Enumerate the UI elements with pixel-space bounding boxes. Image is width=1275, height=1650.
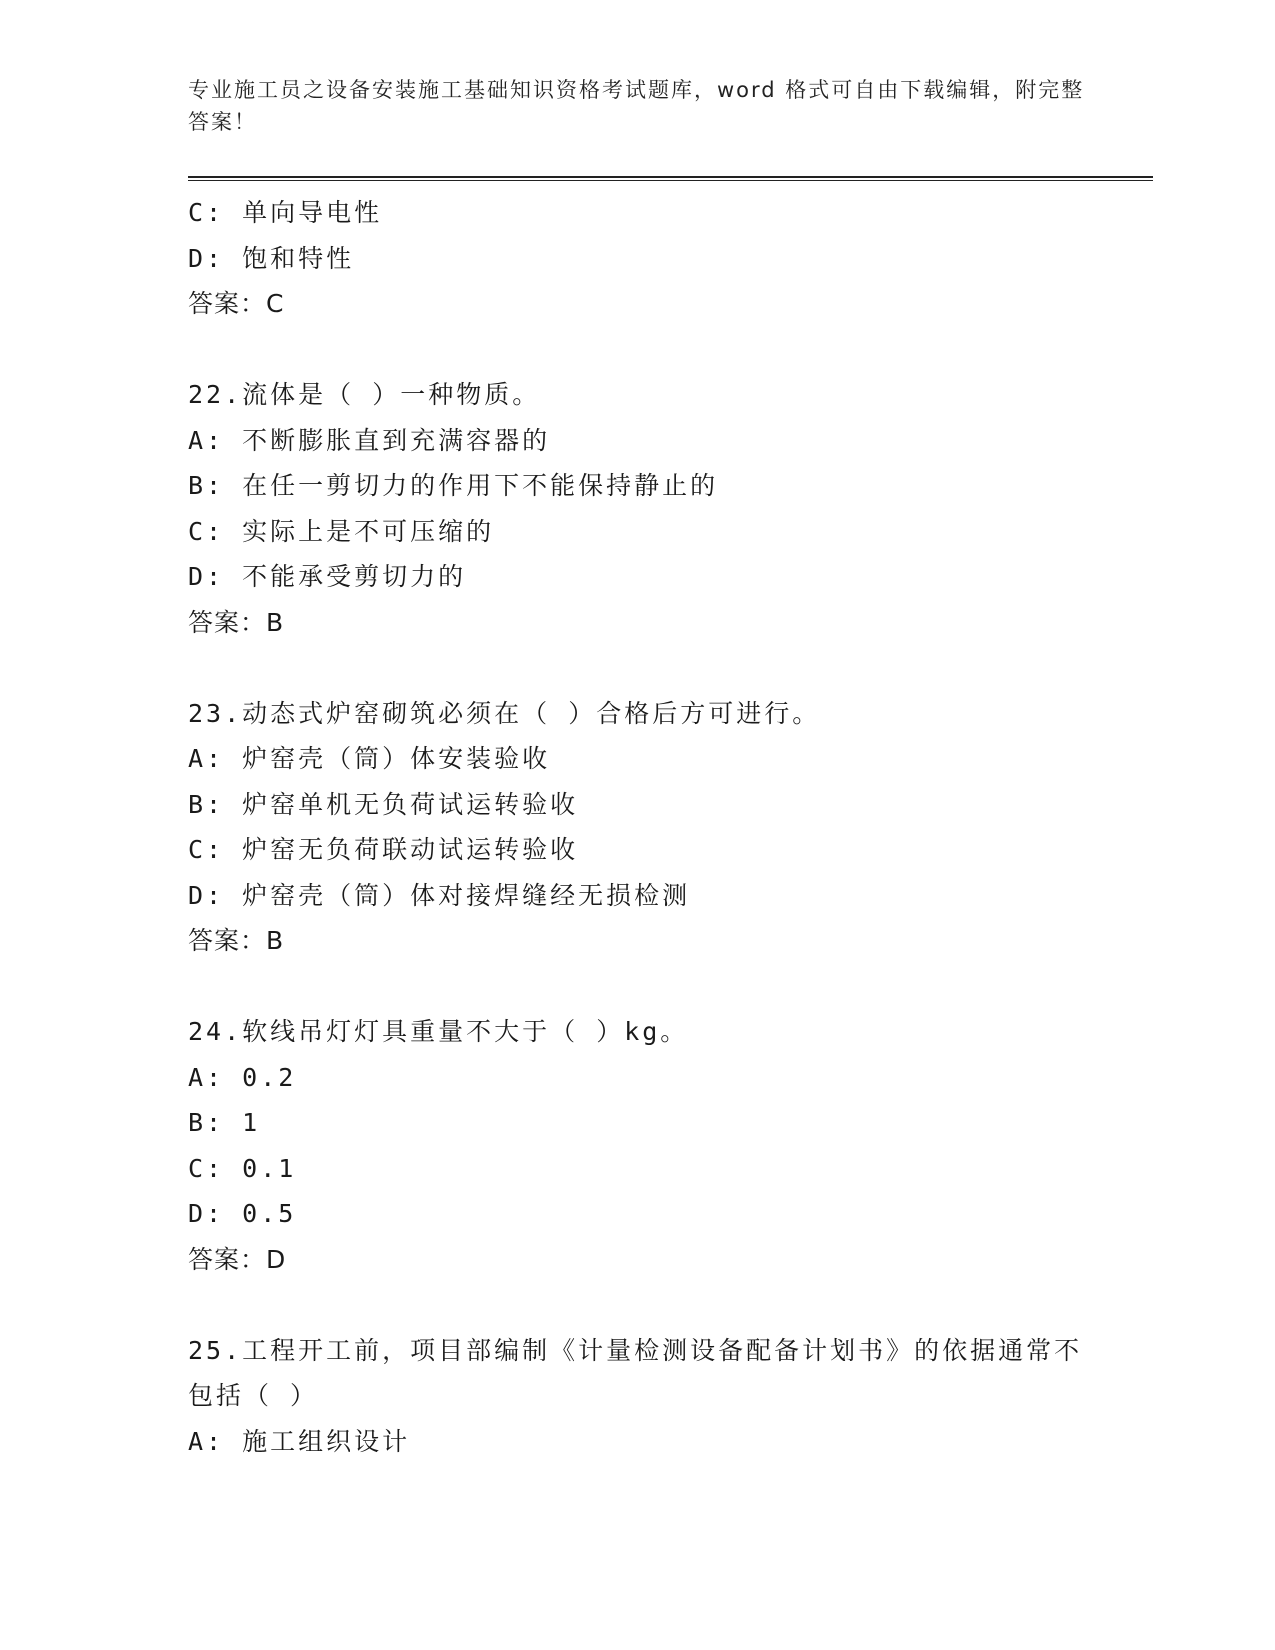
- question-25-text: 25.工程开工前，项目部编制《计量检测设备配备计划书》的依据通常不包括（ ）: [188, 1335, 1083, 1410]
- spacer: [188, 964, 1108, 1010]
- option-a: A: 施工组织设计: [188, 1426, 411, 1456]
- answer-line: 答案：B: [188, 926, 285, 955]
- option-c: C: 炉窑无负荷联动试运转验收: [188, 835, 579, 864]
- spacer: [188, 327, 1108, 373]
- document-header: 专业施工员之设备安装施工基础知识资格考试题库，word 格式可自由下载编辑，附完整答案！: [188, 78, 1085, 134]
- option-d: D: 0.5: [188, 1199, 297, 1228]
- option-a: A: 不断膨胀直到充满容器的: [188, 425, 551, 455]
- option-c: C: 实际上是不可压缩的: [188, 516, 495, 546]
- option-b: B: 在任一剪切力的作用下不能保持静止的: [188, 471, 719, 500]
- option-a: A: 炉窑壳（筒）体安装验收: [188, 744, 551, 773]
- spacer: [188, 1282, 1108, 1328]
- option-b: B: 1: [188, 1108, 261, 1137]
- option-d: D: 饱和特性: [188, 243, 355, 273]
- option-d: D: 不能承受剪切力的: [188, 562, 467, 591]
- header-divider: [188, 176, 1153, 181]
- option-c: C: 0.1: [188, 1153, 297, 1183]
- spacer: [188, 645, 1108, 691]
- option-d: D: 炉窑壳（筒）体对接焊缝经无损检测: [188, 880, 691, 910]
- answer-line: 答案：D: [188, 1244, 287, 1274]
- question-22-text: 22.流体是（ ）一种物质。: [188, 380, 541, 409]
- option-b: B: 炉窑单机无负荷试运转验收: [188, 789, 579, 819]
- option-a: A: 0.2: [188, 1062, 297, 1092]
- question-24-text: 24.软线吊灯灯具重量不大于（ ）kg。: [188, 1017, 689, 1046]
- question-list: [188, 190, 1108, 1464]
- option-c: C: 单向导电性: [188, 198, 383, 227]
- answer-line: 答案：B: [188, 607, 285, 637]
- answer-line: 答案：C: [188, 289, 285, 318]
- question-23-text: 23.动态式炉窑砌筑必须在（ ）合格后方可进行。: [188, 698, 821, 728]
